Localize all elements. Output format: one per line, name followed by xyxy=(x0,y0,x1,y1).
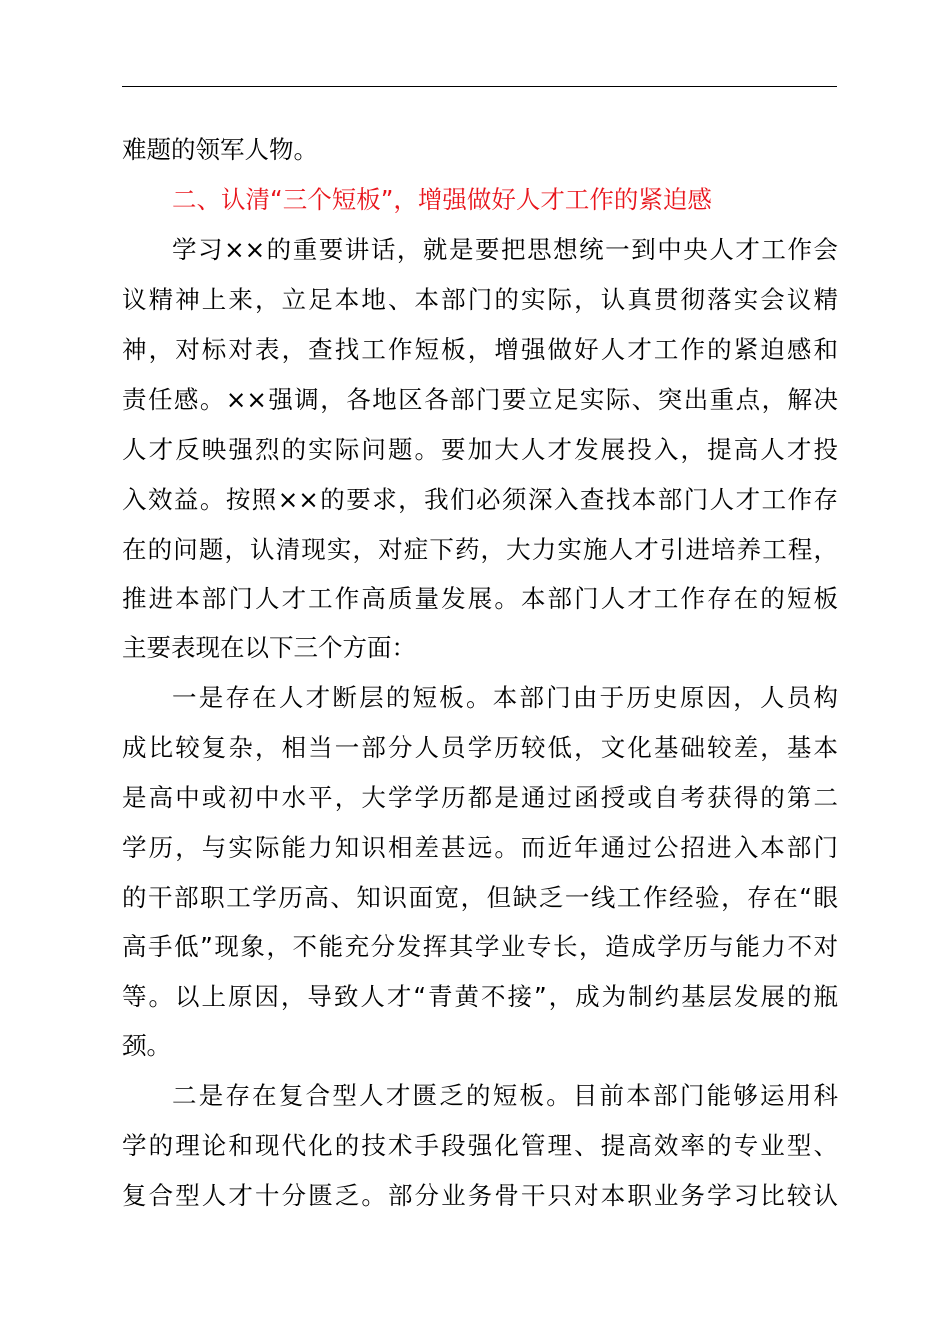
paragraph-2-line: 的干部职工学历高、知识面宽，但缺乏一线工作经验，存在“眼 xyxy=(122,883,838,912)
paragraph-2-line: 学历，与实际能力知识相差甚远。而近年通过公招进入本部门 xyxy=(122,833,838,862)
section-heading: 二、认清“三个短板”，增强做好人才工作的紧迫感 xyxy=(172,185,712,214)
paragraph-2-line: 等。以上原因，导致人才“青黄不接”，成为制约基层发展的瓶 xyxy=(122,982,838,1011)
paragraph-1-line: 神，对标对表，查找工作短板，增强做好人才工作的紧迫感和 xyxy=(122,335,838,364)
paragraph-1-line: 议精神上来，立足本地、本部门的实际，认真贯彻落实会议精 xyxy=(122,285,838,314)
paragraph-2-line: 颈。 xyxy=(122,1031,171,1060)
paragraph-2-line: 高手低”现象，不能充分发挥其学业专长，造成学历与能力不对 xyxy=(122,932,838,961)
paragraph-1-line: 主要表现在以下三个方面： xyxy=(122,633,416,662)
paragraph-1-line: 推进本部门人才工作高质量发展。本部门人才工作存在的短板 xyxy=(122,584,838,613)
paragraph-1-line: 在的问题，认清现实，对症下药，大力实施人才引进培养工程， xyxy=(122,535,838,564)
paragraph-2-line: 是高中或初中水平，大学学历都是通过函授或自考获得的第二 xyxy=(122,783,838,812)
continuation-line: 难题的领军人物。 xyxy=(122,135,318,164)
header-rule xyxy=(122,86,837,87)
paragraph-1-line: 入效益。按照××的要求，我们必须深入查找本部门人才工作存 xyxy=(122,485,838,514)
paragraph-2-line: 一是存在人才断层的短板。本部门由于历史原因，人员构 xyxy=(172,683,838,712)
paragraph-3-line: 二是存在复合型人才匮乏的短板。目前本部门能够运用科 xyxy=(172,1081,838,1110)
paragraph-3-line: 学的理论和现代化的技术手段强化管理、提高效率的专业型、 xyxy=(122,1131,838,1160)
paragraph-2-line: 成比较复杂，相当一部分人员学历较低，文化基础较差，基本 xyxy=(122,733,838,762)
paragraph-1-line: 责任感。××强调，各地区各部门要立足实际、突出重点，解决 xyxy=(122,385,838,414)
paragraph-3-line: 复合型人才十分匮乏。部分业务骨干只对本职业务学习比较认 xyxy=(122,1181,838,1210)
paragraph-1-line: 学习××的重要讲话，就是要把思想统一到中央人才工作会 xyxy=(172,235,838,264)
paragraph-1-line: 人才反映强烈的实际问题。要加大人才发展投入，提高人才投 xyxy=(122,435,838,464)
